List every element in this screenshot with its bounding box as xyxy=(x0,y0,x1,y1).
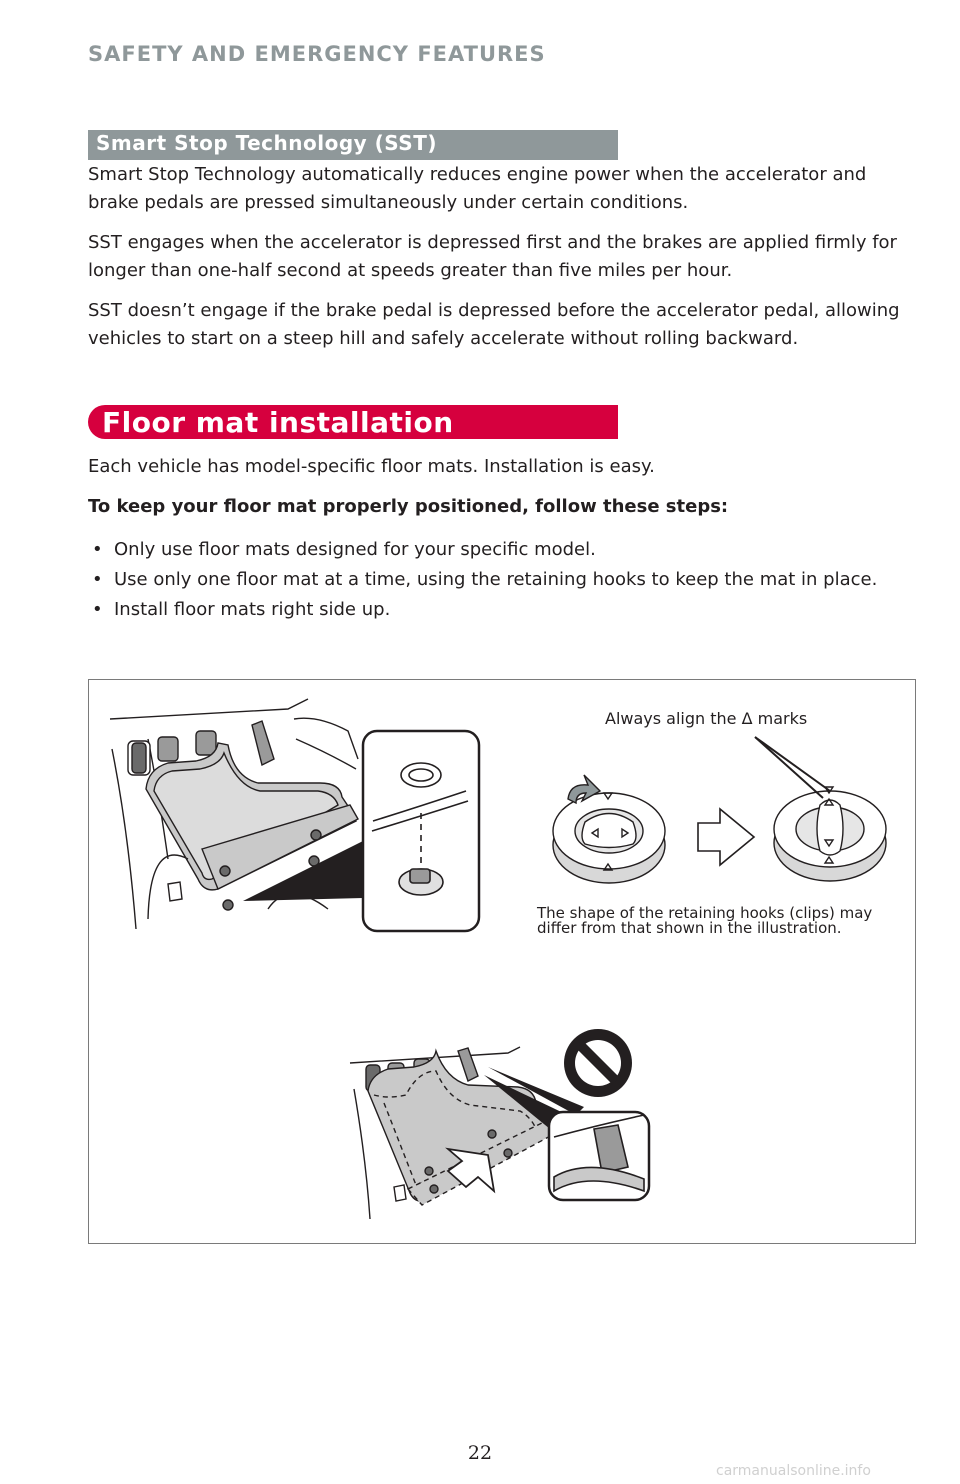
sst-heading: Smart Stop Technology (SST) xyxy=(96,131,437,155)
sst-paragraph-2: SST engages when the accelerator is depressed first and the brakes are applied firmly for longer than one-half second at speeds greater than five miles per hour. xyxy=(88,232,897,281)
sst-paragraph-3: SST doesn’t engage if the brake pedal is depressed before the accelerator pedal, allowing vehicles to start on a steep hill and safely accelerate without rolling backward. xyxy=(88,300,900,349)
mat-misplaced-illustration xyxy=(350,1047,556,1219)
list-item: • Install floor mats right side up. xyxy=(88,596,908,624)
floor-mat-figure xyxy=(88,679,916,1244)
list-item: • Use only one floor mat at a time, using the retaining hooks to keep the mat in place. xyxy=(88,566,908,594)
caption-clip-shape: The shape of the retaining hooks (clips) may differ from that shown in the illustration. xyxy=(537,904,873,937)
section-title: SAFETY AND EMERGENCY FEATURES xyxy=(88,42,546,66)
sst-paragraph-1: Smart Stop Technology automatically reduces engine power when the accelerator and brake pedals are pressed simultaneously under certain conditions. xyxy=(88,164,867,213)
clip-aligned-icon xyxy=(774,787,886,881)
clip-rotate-icon xyxy=(553,775,665,883)
align-pointer-line xyxy=(755,737,823,798)
arrow-right-icon xyxy=(698,809,754,865)
floor-mat-heading: Floor mat installation xyxy=(102,406,454,439)
clip-detail-icon xyxy=(363,731,479,931)
prohibited-icon xyxy=(564,1029,632,1097)
align-pointer-line xyxy=(755,737,830,791)
page-number: 22 xyxy=(467,1442,493,1464)
floor-mat-steps-heading: To keep your floor mat properly positioned, follow these steps: xyxy=(88,496,729,517)
floor-mat-intro: Each vehicle has model-specific floor mats. Installation is easy. xyxy=(88,456,655,477)
list-item: • Only use floor mats designed for your specific model. xyxy=(88,536,908,564)
floor-mat-steps-list xyxy=(88,536,908,626)
caption-align-marks: Always align the Δ marks xyxy=(605,709,808,728)
watermark: carmanualsonline.info xyxy=(716,1463,871,1479)
pedal-obstruction-icon xyxy=(549,1112,649,1200)
